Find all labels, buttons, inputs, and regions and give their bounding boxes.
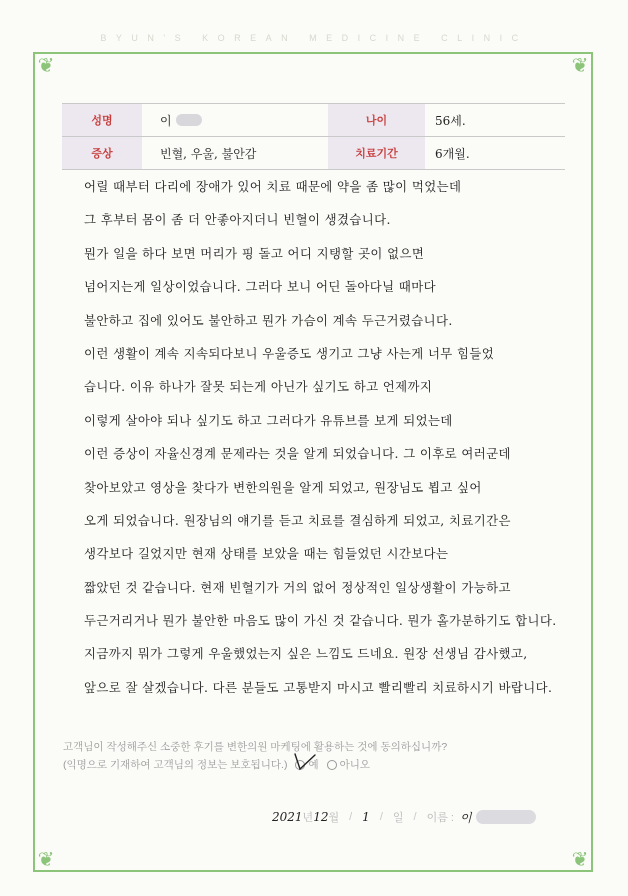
signature-blur	[476, 810, 536, 824]
review-line: 이런 생활이 계속 지속되다보니 우울증도 생기고 그냥 사는게 너무 힘들었	[84, 345, 495, 361]
review-line: 넘어지는게 일상이었습니다. 그러다 보니 어딘 돌아다닐 때마다	[84, 279, 436, 295]
review-line: 어릴 때부터 다리에 장애가 있어 치료 때문에 약을 좀 많이 먹었는데	[84, 179, 462, 194]
corner-ornament-icon: ❦	[37, 53, 55, 77]
symptom-label: 증상	[62, 137, 142, 169]
review-line: 습니다. 이유 하나가 잘못 되는게 아닌가 싶기도 하고 언제까지	[84, 379, 433, 395]
month-unit: 월	[328, 812, 340, 824]
year-unit: 년	[302, 812, 314, 824]
consent-no-option[interactable]	[327, 756, 370, 774]
consent-note: (익명으로 기재하여 고객님의 정보는 보호됩니다.)	[63, 759, 288, 771]
info-row-symptom-period	[62, 137, 565, 170]
review-line: 짧았던 것 같습니다. 현재 빈혈기가 거의 없어 정상적인 일상생활이 가능하고	[84, 579, 511, 595]
patient-info-table	[62, 103, 565, 170]
signer-name-label: 이름 :	[426, 812, 454, 824]
date-divider: /	[349, 811, 353, 823]
name-blur	[176, 114, 202, 126]
name-value[interactable]	[142, 104, 328, 136]
info-row-name-age	[62, 104, 565, 137]
day-unit: 일	[392, 812, 404, 824]
review-line: 이런 증상이 자율신경계 문제라는 것을 알게 되었습니다. 그 이후로 여러군데	[84, 446, 511, 462]
signer-name-value[interactable]: 이	[459, 810, 472, 825]
review-line: 앞으로 잘 살겠습니다. 다른 분들도 고통받지 마시고 빨리빨리 치료하시기 바랍니다.	[84, 679, 553, 695]
review-line: 생각보다 길었지만 현재 상태를 보았을 때는 힘들었던 시간보다는	[84, 546, 449, 562]
review-line: 찾아보았고 영상을 찾다가 변한의원을 알게 되었고, 원장님도 뵙고 싶어	[84, 479, 482, 495]
review-line: 오게 되었습니다. 원장님의 얘기를 듣고 치료를 결심하게 되었고, 치료기간은	[84, 512, 511, 528]
consent-no-label: 아니오	[339, 759, 371, 771]
day-value[interactable]: 1	[362, 810, 370, 824]
corner-ornament-icon: ❦	[571, 847, 589, 871]
review-line: 불안하고 집에 있어도 불안하고 뭔가 가슴이 계속 두근거렸습니다.	[84, 312, 453, 328]
date-divider: /	[379, 811, 383, 823]
age-value[interactable]: 56세.	[435, 113, 466, 128]
review-line: 그 후부터 몸이 좀 더 안좋아지더니 빈혈이 생겼습니다.	[84, 212, 391, 228]
symptom-value[interactable]: 빈혈, 우울, 불안감	[160, 146, 257, 161]
clinic-name-header: BYUN'S KOREAN MEDICINE CLINIC	[100, 33, 528, 43]
month-value[interactable]: 12	[313, 810, 329, 824]
name-label: 성명	[62, 104, 142, 136]
name-text: 이	[160, 113, 172, 128]
consent-yes-label: 예	[308, 759, 319, 771]
review-line: 이렇게 살아야 되나 싶기도 하고 그러다가 유튜브를 보게 되었는데	[84, 412, 453, 428]
review-line: 뭔가 일을 하다 보면 머리가 핑 돌고 어디 지탱할 곳이 없으면	[84, 245, 425, 261]
review-line: 두근거리거나 뭔가 불안한 마음도 많이 가신 것 같습니다. 뭔가 홀가분하기도 합니다.	[84, 613, 557, 629]
age-label: 나이	[328, 104, 425, 136]
review-body	[84, 170, 564, 704]
review-line: 지금까지 뭐가 그렇게 우울했었는지 싶은 느낌도 드네요. 원장 선생님 감사했고,	[84, 646, 528, 662]
period-value[interactable]: 6개월.	[435, 146, 470, 161]
radio-no[interactable]	[327, 760, 337, 770]
corner-ornament-icon: ❦	[571, 53, 589, 77]
consent-question: 고객님이 작성해주신 소중한 후기를 변한의원 마케팅에 활용하는 것에 동의하십니까?	[63, 741, 448, 753]
check-mark-icon	[292, 752, 318, 772]
period-label: 치료기간	[328, 137, 425, 169]
year-value[interactable]: 2021	[272, 810, 303, 824]
corner-ornament-icon: ❦	[37, 847, 55, 871]
signature-line	[272, 806, 536, 828]
date-divider: /	[413, 811, 417, 823]
